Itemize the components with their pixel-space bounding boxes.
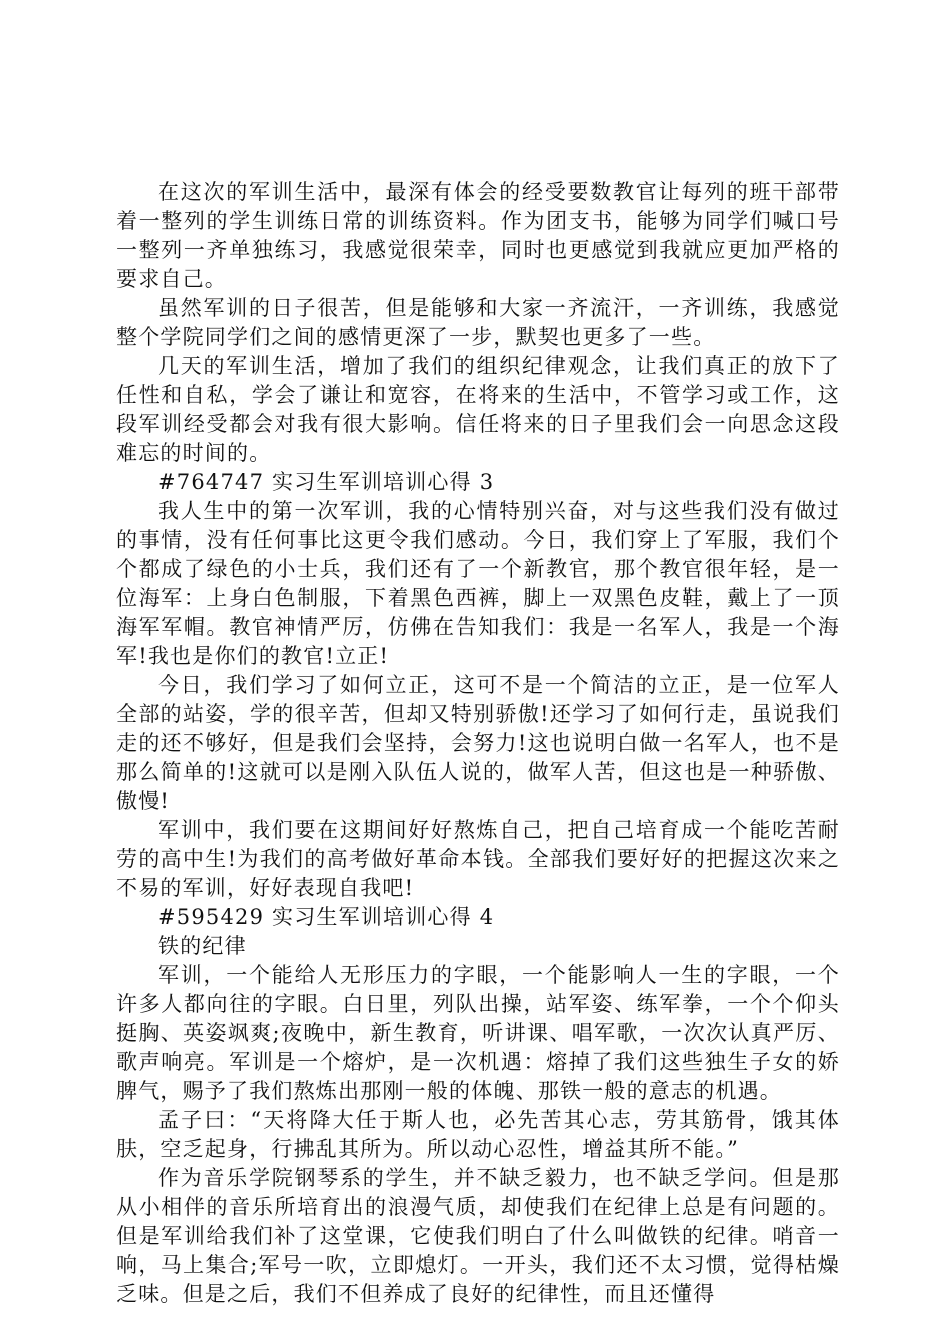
paragraph: 军训中，我们要在这期间好好熬炼自己，把自己培育成一个能吃苦耐劳的高中生!为我们的高考做好革命本钱。全部我们要好好的把握这次来之不易的军训，好好表现自我吧! <box>116 818 840 900</box>
paragraph: 我人生中的第一次军训，我的心情特别兴奋，对与这些我们没有做过的事情，没有任何事比这更令我们感动。今日，我们穿上了军服，我们个个都成了绿色的小士兵，我们还有了一个新教官，那个教官很年轻，是一位海军：上身白色制服，下着黑色西裤，脚上一双黑色皮鞋，戴上了一顶海军军帽。教官神情严厉，仿佛在告知我们：我是一名军人，我是一个海军!我也是你们的教官!立正! <box>116 499 840 668</box>
paragraph: 孟子曰：“天将降大任于斯人也，必先苦其心志，劳其筋骨，饿其体肤，空乏起身，行拂乱其所为。所以动心忍性，增益其所不能。” <box>116 1108 840 1161</box>
section-heading: #764747 实习生军训培训心得 3 <box>158 470 495 494</box>
section-heading: #595429 实习生军训培训心得 4 <box>158 905 495 929</box>
document-body <box>116 178 840 1309</box>
paragraph: 在这次的军训生活中，最深有体会的经受要数教官让每列的班干部带着一整列的学生训练日常的训练资料。作为团支书，能够为同学们喊口号一整列一齐单独练习，我感觉很荣幸，同时也更感觉到我就应更加严格的要求自己。 <box>116 180 840 291</box>
paragraph: 作为音乐学院钢琴系的学生，并不缺乏毅力，也不缺乏学问。但是那从小相伴的音乐所培育出的浪漫气质，却使我们在纪律上总是有问题的。但是军训给我们补了这堂课，它使我们明白了什么叫做铁的纪律。哨音一响，马上集合;军号一吹，立即熄灯。一开头，我们还不太习惯，觉得枯燥乏味。但是之后，我们不但养成了良好的纪律性，而且还懂得 <box>116 1166 840 1306</box>
paragraph: 几天的军训生活，增加了我们的组织纪律观念，让我们真正的放下了任性和自私，学会了谦让和宽容，在将来的生活中，不管学习或工作，这段军训经受都会对我有很大影响。信任将来的日子里我们会一向思念这段难忘的时间的。 <box>116 354 840 465</box>
paragraph: 今日，我们学习了如何立正，这可不是一个简洁的立正，是一位军人全部的站姿，学的很辛苦，但却又特别骄傲!还学习了如何行走，虽说我们走的还不够好，但是我们会坚持，会努力!这也说明白做一名军人，也不是那么简单的!这就可以是刚入队伍人说的，做军人苦，但这也是一种骄傲、傲慢! <box>116 673 840 813</box>
subsection-title: 铁的纪律 <box>158 934 247 958</box>
paragraph: 虽然军训的日子很苦，但是能够和大家一齐流汗，一齐训练，我感觉整个学院同学们之间的感情更深了一步，默契也更多了一些。 <box>116 296 840 349</box>
paragraph: 军训，一个能给人无形压力的字眼，一个能影响人一生的字眼，一个许多人都向往的字眼。白日里，列队出操，站军姿、练军拳，一个个仰头挺胸、英姿飒爽;夜晚中，新生教育，听讲课、唱军歌，一次次认真严厉、歌声响亮。军训是一个熔炉，是一次机遇：熔掉了我们这些独生子女的娇脾气，赐予了我们熬炼出那刚一般的体魄、那铁一般的意志的机遇。 <box>116 963 840 1103</box>
